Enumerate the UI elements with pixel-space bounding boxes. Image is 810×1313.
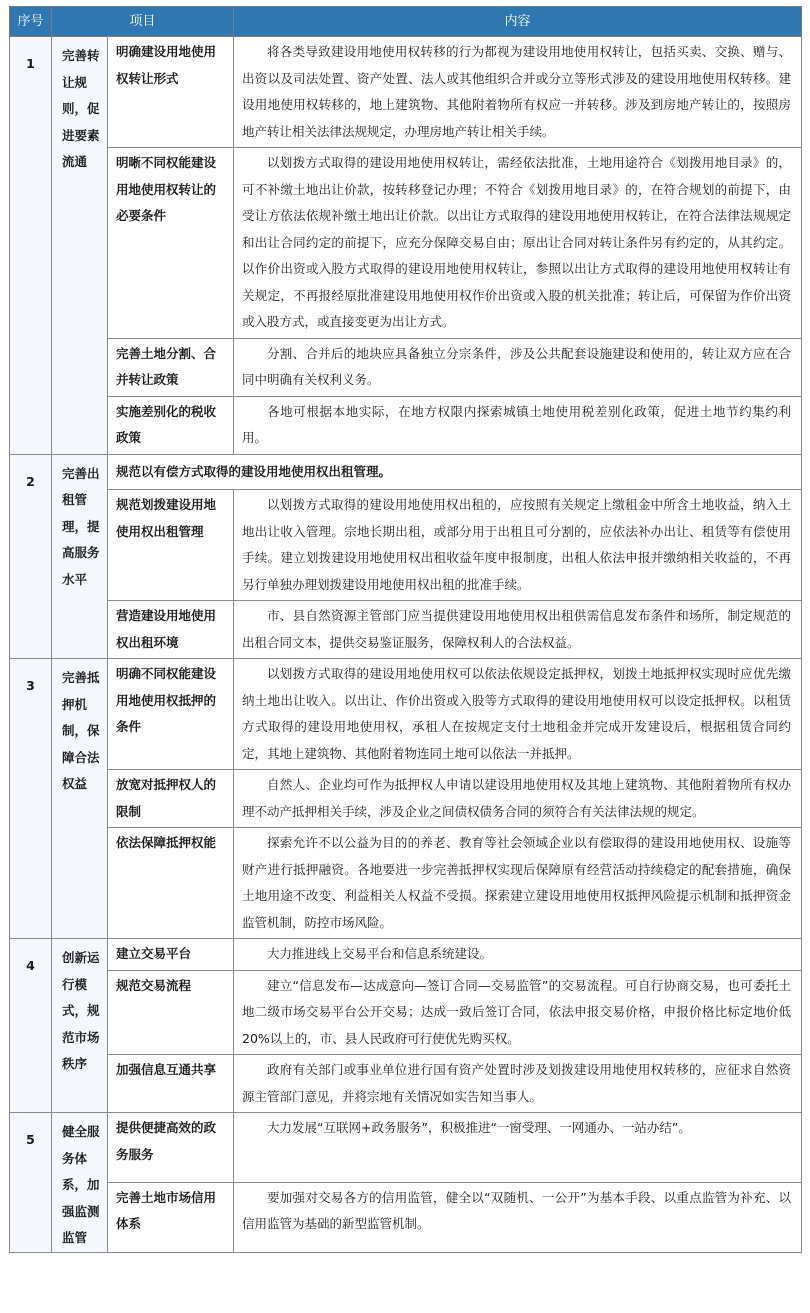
table-row	[10, 37, 802, 148]
row-item: 依法保障抵押权能	[108, 828, 234, 939]
section-span-text: 规范以有偿方式取得的建设用地使用权出租管理。	[108, 454, 802, 490]
table-row	[10, 970, 802, 1055]
row-content: 大力推进线上交易平台和信息系统建设。	[234, 939, 802, 971]
section-number: 1	[10, 37, 52, 455]
row-item: 完善土地市场信用体系	[108, 1182, 234, 1252]
table-row	[10, 454, 802, 490]
row-content: 市、县自然资源主管部门应当提供建设用地使用权出租供需信息发布条件和场所，制定规范的出租合同文本，提供交易鉴证服务，保障权利人的合法权益。	[234, 601, 802, 659]
header-content: 内容	[234, 7, 802, 37]
table-row	[10, 1055, 802, 1113]
row-content: 探索允许不以公益为目的的养老、教育等社会领域企业以有偿取得的建设用地使用权、设施等财产进行抵押融资。各地要进一步完善抵押权实现后保障原有经营活动持续稳定的配套措施，确保土地用途不改变、利益相关人权益不受损。探索建立建设用地使用权抵押风险提示机制和抵押资金监管机制，防控市场风险。	[234, 828, 802, 939]
row-content: 政府有关部门或事业单位进行国有资产处置时涉及划拨建设用地使用权转移的，应征求自然资源主管部门意见，并将宗地有关情况如实告知当事人。	[234, 1055, 802, 1113]
table-row	[10, 939, 802, 971]
section-category: 创新运行模式，规范市场秩序	[52, 939, 108, 1113]
row-content: 以划拨方式取得的建设用地使用权可以依法依规设定抵押权，划拨土地抵押权实现时应优先缴纳土地出让收入。以出让、作价出资或入股等方式取得的建设用地使用权可以设定抵押权。以租赁方式取得的建设用地使用权，承租人在按规定支付土地租金并完成开发建设后，根据租赁合同约定，其地上建筑物、其他附着物连同土地可以依法一并抵押。	[234, 659, 802, 770]
section-category: 完善出租管理，提高服务水平	[52, 454, 108, 659]
row-item: 建立交易平台	[108, 939, 234, 971]
row-item: 完善土地分割、合并转让政策	[108, 338, 234, 396]
row-content: 自然人、企业均可作为抵押权人申请以建设用地使用权及其地上建筑物、其他附着物所有权办理不动产抵押相关手续，涉及企业之间债权债务合同的须符合有关法律法规的规定。	[234, 770, 802, 828]
header-no: 序号	[10, 7, 52, 37]
row-item: 加强信息互通共享	[108, 1055, 234, 1113]
table-row	[10, 828, 802, 939]
row-content: 分割、合并后的地块应具备独立分宗条件，涉及公共配套设施建设和使用的，转让双方应在合同中明确有关权利义务。	[234, 338, 802, 396]
table-row	[10, 396, 802, 454]
land-market-table	[9, 6, 802, 1253]
row-item: 实施差别化的税收政策	[108, 396, 234, 454]
row-content: 要加强对交易各方的信用监管，健全以“双随机、一公开”为基本手段、以重点监管为补充、以信用监管为基础的新型监管机制。	[234, 1182, 802, 1252]
table-row	[10, 1182, 802, 1252]
table-row	[10, 659, 802, 770]
table-header-row	[10, 7, 802, 37]
table-row	[10, 1113, 802, 1183]
section-number: 5	[10, 1113, 52, 1253]
row-item: 放宽对抵押权人的限制	[108, 770, 234, 828]
row-item: 规范交易流程	[108, 970, 234, 1055]
section-number: 2	[10, 454, 52, 659]
row-content: 大力发展“互联网+政务服务”，积极推进“一窗受理、一网通办、一站办结”。	[234, 1113, 802, 1183]
section-category: 健全服务体系，加强监测监管	[52, 1113, 108, 1253]
section-number: 3	[10, 659, 52, 939]
table-row	[10, 770, 802, 828]
row-item: 明确建设用地使用权转让形式	[108, 37, 234, 148]
table-row	[10, 148, 802, 339]
row-content: 将各类导致建设用地使用权转移的行为都视为建设用地使用权转让，包括买卖、交换、赠与、出资以及司法处置、资产处置、法人或其他组织合并或分立等形式涉及的建设用地使用权转移。建设用地使用权转移的，地上建筑物、其他附着物所有权应一并转移。涉及到房地产转让的，按照房地产转让相关法律法规规定，办理房地产转让相关手续。	[234, 37, 802, 148]
table-row	[10, 601, 802, 659]
row-item: 明晰不同权能建设用地使用权转让的必要条件	[108, 148, 234, 339]
row-item: 营造建设用地使用权出租环境	[108, 601, 234, 659]
section-category: 完善抵押机制，保障合法权益	[52, 659, 108, 939]
table-row	[10, 490, 802, 601]
row-content: 以划拨方式取得的建设用地使用权出租的，应按照有关规定上缴租金中所含土地收益，纳入土地出让收入管理。宗地长期出租，或部分用于出租且可分割的，应依法补办出让、租赁等有偿使用手续。建立划拨建设用地使用权出租收益年度申报制度，出租人依法申报并缴纳相关收益的，不再另行单独办理划拨建设用地使用权出租的批准手续。	[234, 490, 802, 601]
section-number: 4	[10, 939, 52, 1113]
table-row	[10, 338, 802, 396]
row-content: 各地可根据本地实际，在地方权限内探索城镇土地使用税差别化政策，促进土地节约集约利用。	[234, 396, 802, 454]
row-item: 提供便捷高效的政务服务	[108, 1113, 234, 1183]
row-content: 建立“信息发布—达成意向—签订合同—交易监管”的交易流程。可自行协商交易，也可委托土地二级市场交易平台公开交易；达成一致后签订合同，依法申报交易价格，申报价格比标定地价低20%以上的，市、县人民政府可行使优先购买权。	[234, 970, 802, 1055]
section-category: 完善转让规则，促进要素流通	[52, 37, 108, 455]
row-item: 明确不同权能建设用地使用权抵押的条件	[108, 659, 234, 770]
row-content: 以划拨方式取得的建设用地使用权转让，需经依法批准，土地用途符合《划拨用地目录》的，可不补缴土地出让价款，按转移登记办理；不符合《划拨用地目录》的，在符合规划的前提下，由受让方依法依规补缴土地出让价款。以出让方式取得的建设用地使用权转让，在符合法律法规规定和出让合同约定的前提下，应充分保障交易自由；原出让合同对转让条件另有约定的，从其约定。以作价出资或入股方式取得的建设用地使用权转让，参照以出让方式取得的建设用地使用权转让有关规定，不再报经原批准建设用地使用权作价出资或入股的机关批准；转让后，可保留为作价出资或入股方式，或直接变更为出让方式。	[234, 148, 802, 339]
row-item: 规范划拨建设用地使用权出租管理	[108, 490, 234, 601]
header-item: 项目	[52, 7, 234, 37]
